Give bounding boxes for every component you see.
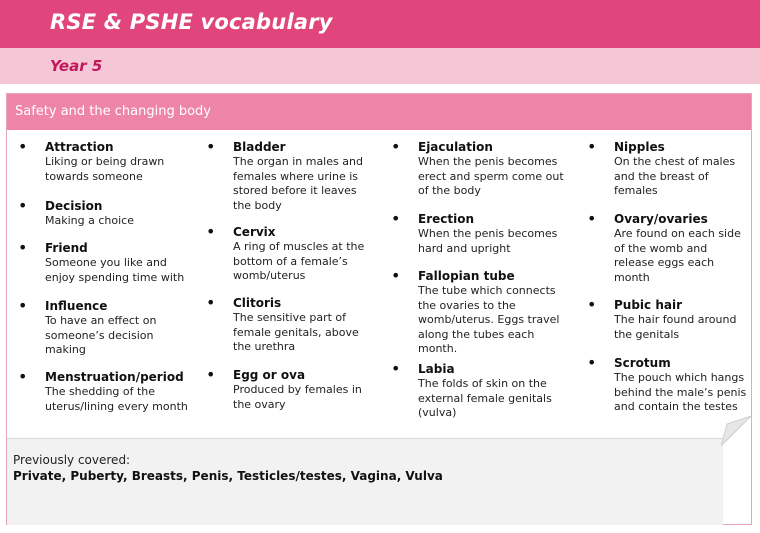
vocab-column-3	[388, 140, 568, 421]
page-curl-icon	[721, 416, 751, 446]
vocab-term: • Scrotum	[614, 356, 671, 370]
previously-covered-box	[7, 438, 723, 525]
vocab-term: • Pubic hair	[614, 298, 683, 312]
vocab-term: • Bladder	[233, 140, 286, 154]
vocab-definition: The tube which connects the ovaries to the womb/uterus. Eggs travel along the tubes each month.	[418, 284, 560, 355]
vocab-item	[15, 140, 195, 199]
section-header	[7, 94, 751, 130]
vocab-definition: A ring of muscles at the bottom of a female’s womb/uterus	[233, 240, 365, 282]
vocab-term: • Nipples	[614, 140, 665, 154]
vocab-definition: Making a choice	[45, 214, 134, 227]
vocab-term: • Ejaculation	[418, 140, 493, 154]
vocab-item	[15, 370, 195, 414]
vocab-item	[584, 356, 749, 415]
vocab-item	[15, 299, 195, 370]
vocabulary-card	[6, 93, 752, 525]
page-title: RSE & PSHE vocabulary	[50, 10, 333, 34]
previously-covered-list: Private, Puberty, Breasts, Penis, Testicles/testes, Vagina, Vulva	[13, 469, 443, 483]
vocab-definition: Liking or being drawn towards someone	[45, 155, 165, 183]
vocab-term: • Erection	[418, 212, 475, 226]
vocab-definition: The pouch which hangs behind the male’s penis and contain the testes	[614, 371, 747, 413]
vocab-term: • Friend	[45, 241, 88, 255]
vocab-definition: When the penis becomes erect and sperm come out of the body	[418, 155, 564, 197]
vocab-term: • Ovary/ovaries	[614, 212, 708, 226]
vocab-definition: The shedding of the uterus/lining every month	[45, 385, 188, 413]
vocab-item	[203, 225, 373, 296]
vocab-term: • Menstruation/period	[45, 370, 184, 384]
vocab-term: • Influence	[45, 299, 108, 313]
year-banner	[0, 48, 760, 84]
vocab-definition: The organ in males and females where urine is stored before it leaves the body	[233, 155, 363, 212]
previously-covered-label: Previously covered:	[13, 453, 131, 467]
vocab-column-1	[15, 140, 195, 414]
vocab-item	[388, 269, 568, 362]
vocab-item	[388, 212, 568, 269]
vocab-item	[584, 298, 749, 356]
vocab-item	[388, 362, 568, 421]
vocab-column-4	[584, 140, 749, 415]
vocab-item	[203, 296, 373, 368]
vocab-definition: When the penis becomes hard and upright	[418, 227, 558, 255]
vocab-term: • Fallopian tube	[418, 269, 515, 283]
section-title: Safety and the changing body	[15, 104, 212, 119]
vocab-term: • Clitoris	[233, 296, 282, 310]
year-label: Year 5	[50, 57, 103, 75]
vocab-item	[15, 199, 195, 241]
vocab-item	[388, 140, 568, 212]
vocab-term: • Attraction	[45, 140, 114, 154]
vocab-definition: The folds of skin on the external female genitals (vulva)	[418, 377, 552, 419]
vocab-item	[15, 241, 195, 299]
vocab-term: • Decision	[45, 199, 103, 213]
vocab-definition: The sensitive part of female genitals, above the urethra	[233, 311, 359, 353]
vocab-item	[203, 140, 373, 225]
vocab-definition: On the chest of males and the breast of females	[614, 155, 736, 197]
vocab-definition: The hair found around the genitals	[614, 313, 737, 341]
vocab-definition: Produced by females in the ovary	[233, 383, 362, 411]
vocab-term: • Egg or ova	[233, 368, 306, 382]
vocab-item	[584, 140, 749, 212]
title-banner	[0, 0, 760, 48]
vocab-item	[584, 212, 749, 298]
vocab-definition: To have an effect on someone’s decision making	[45, 314, 157, 356]
vocab-definition: Someone you like and enjoy spending time with	[45, 256, 185, 284]
vocab-term: • Labia	[418, 362, 455, 376]
vocab-term: • Cervix	[233, 225, 276, 239]
vocab-definition: Are found on each side of the womb and release eggs each month	[614, 227, 741, 284]
vocab-item	[203, 368, 373, 412]
vocab-column-2	[203, 140, 373, 412]
